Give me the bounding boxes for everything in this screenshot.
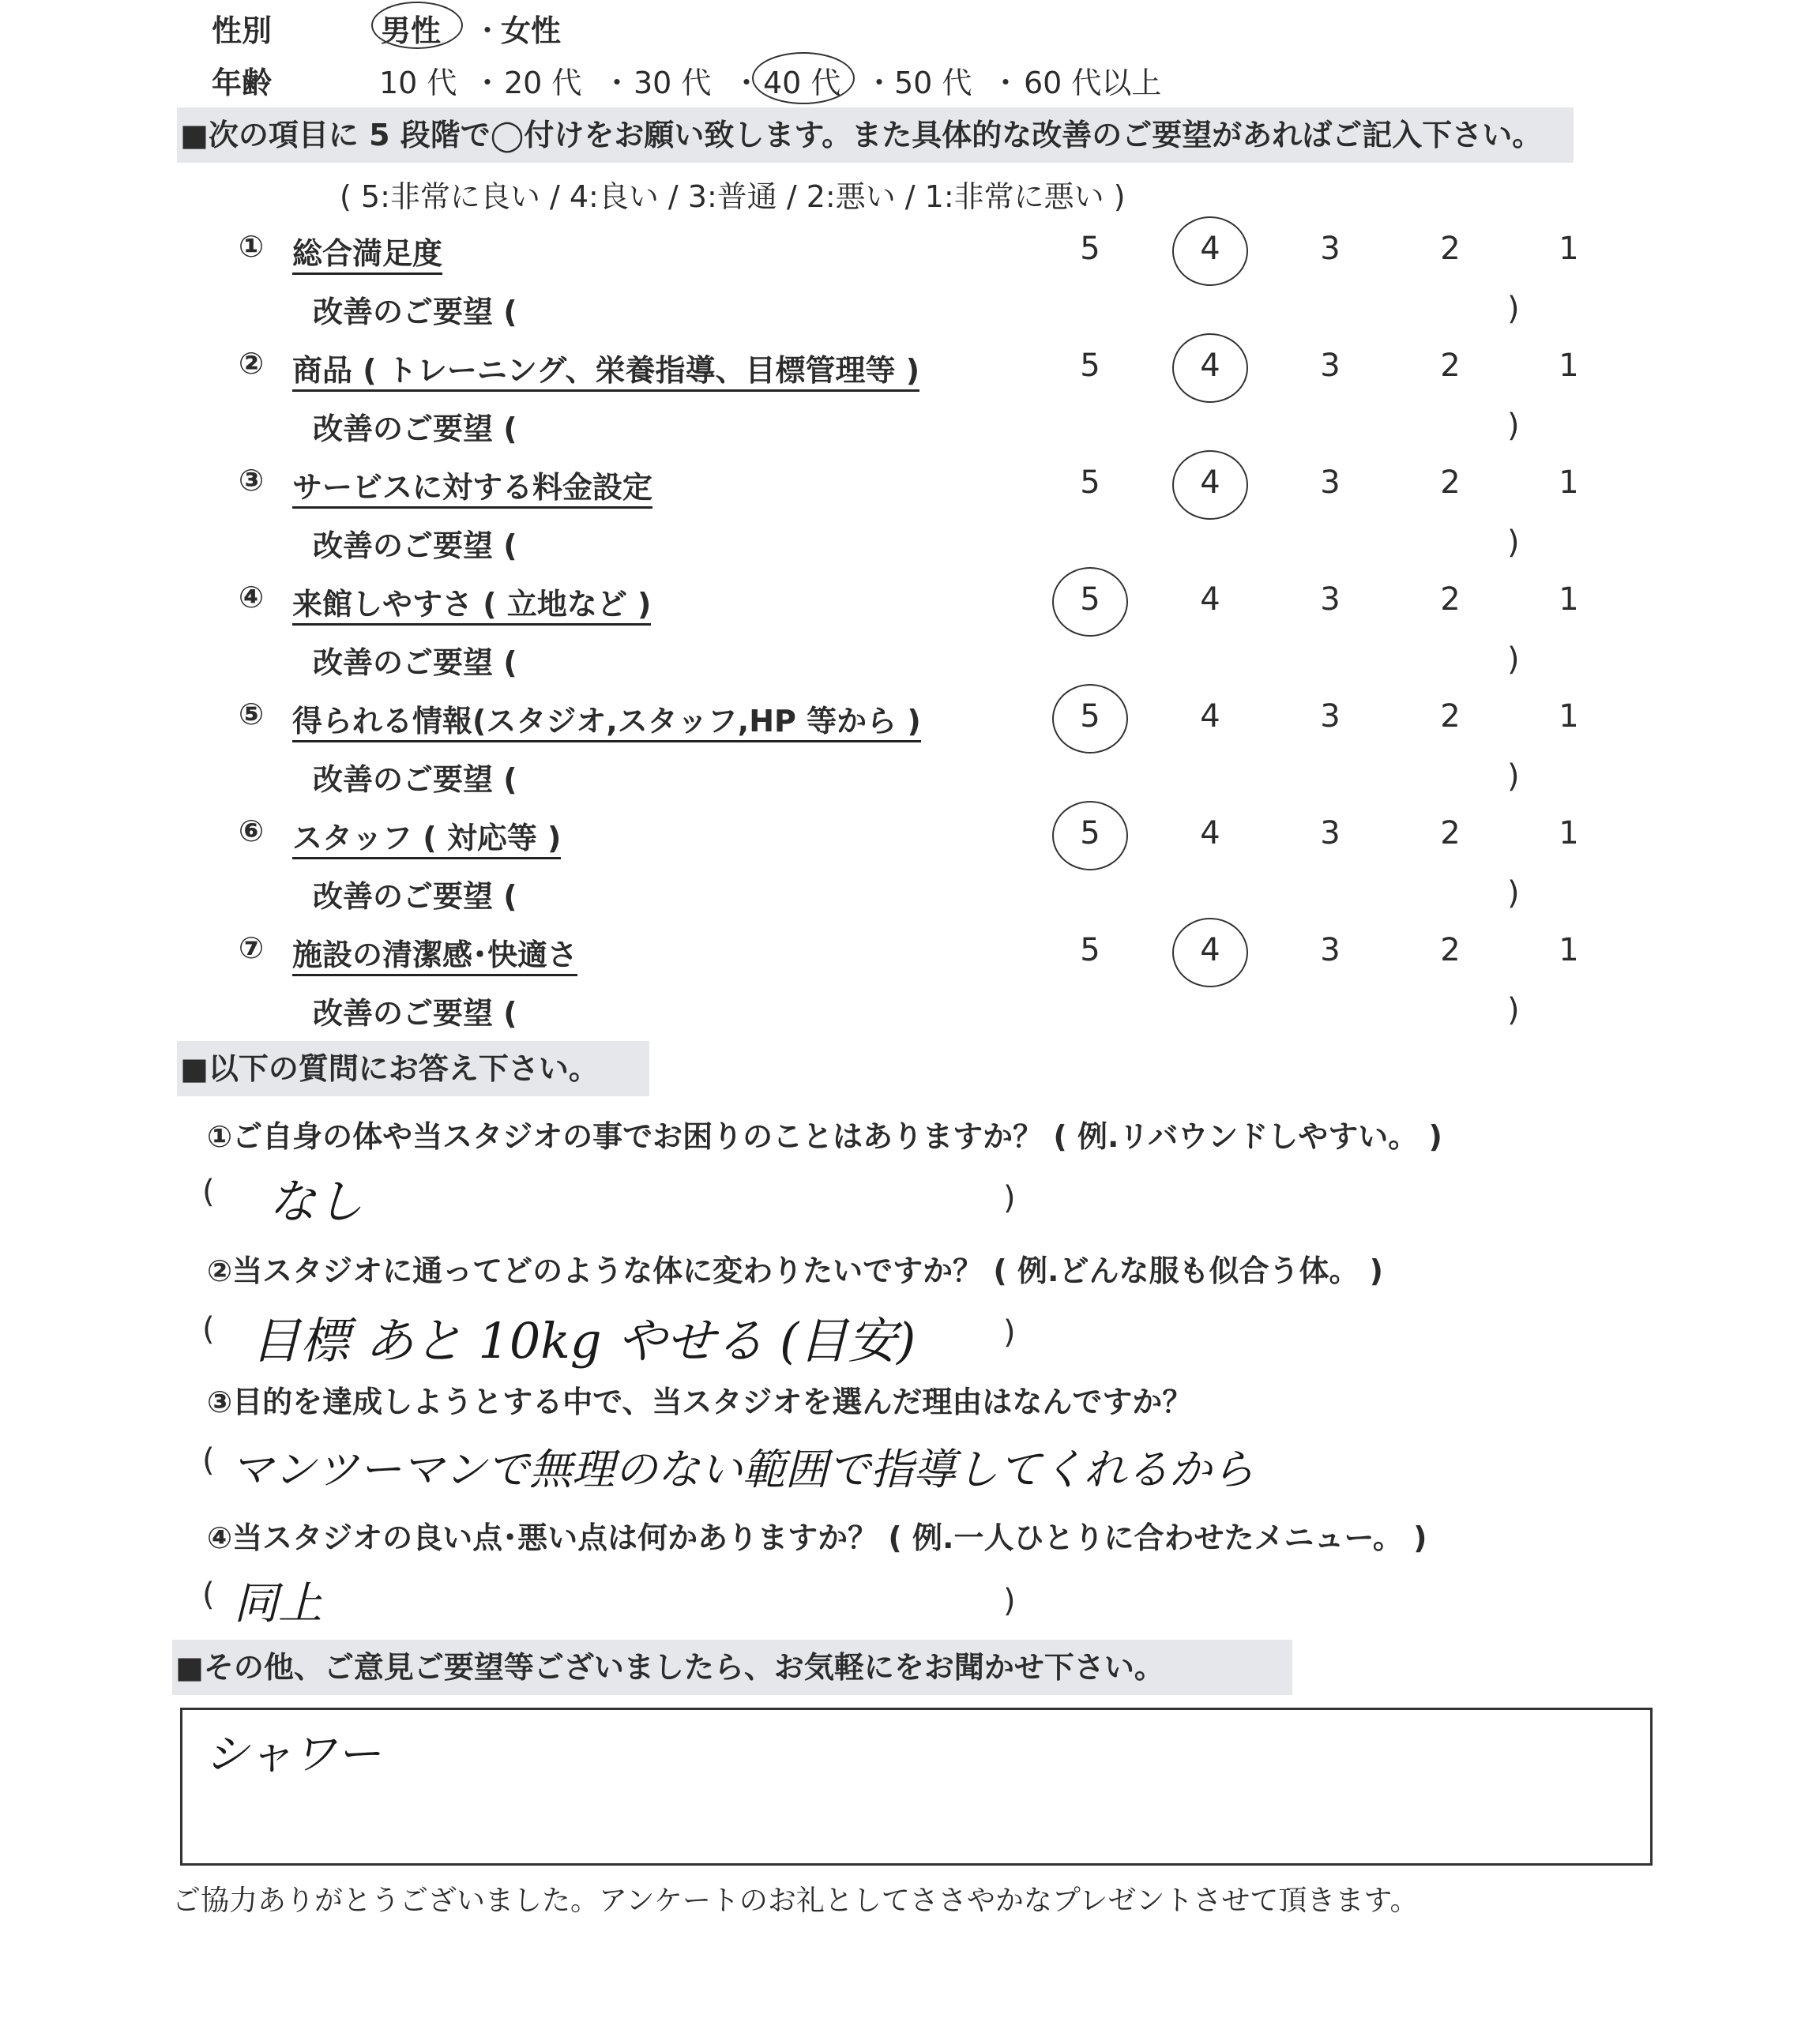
other-comments-box[interactable] [180, 1708, 1653, 1866]
rating-item-title [292, 346, 919, 389]
answer-1-open-paren: ( [202, 1174, 215, 1210]
improvement-request-close-paren: ) [1507, 291, 1520, 327]
gender-label: 性別 [212, 13, 273, 48]
rating-option-3[interactable]: 3 [1320, 581, 1341, 618]
improvement-request-close-paren: ) [1507, 992, 1520, 1028]
age-option-50s[interactable]: 50 代 [894, 66, 972, 100]
age-separator: ・ [991, 66, 1021, 100]
question-1-text: ①ご自身の体や当スタジオの事でお困りのことはありますか？ ( 例.リバウンドしやすい。 ) [207, 1119, 1442, 1154]
rating-item-title [292, 930, 577, 974]
rating-option-4[interactable]: 4 [1200, 464, 1220, 501]
gender-selection-circle [371, 2, 463, 49]
rating-item-title [292, 814, 561, 857]
rating-selection-circle [1172, 333, 1248, 403]
rating-option-4[interactable]: 4 [1200, 581, 1220, 618]
answer-2-close-paren: ) [1003, 1314, 1016, 1351]
question-4-text: ④当スタジオの良い点･悪い点は何かありますか？ ( 例.一人ひとりに合わせたメニュー。 ) [207, 1520, 1427, 1555]
rating-item-title-text: サービスに対する料金設定 [292, 470, 652, 509]
rating-option-5[interactable]: 5 [1080, 464, 1100, 501]
rating-option-5[interactable]: 5 [1080, 231, 1100, 267]
age-selection-circle [752, 52, 855, 104]
rating-option-4[interactable]: 4 [1200, 815, 1220, 851]
rating-item-number: ③ [239, 463, 265, 498]
gender-option-male[interactable]: 男性 [381, 13, 442, 48]
rating-option-1[interactable]: 1 [1559, 231, 1579, 267]
footer-thanks: ご協力ありがとうございました。アンケートのお礼としてささやかなプレゼントさせて頂きます。 [172, 1885, 1419, 1917]
age-option-30s[interactable]: 30 代 [634, 66, 712, 100]
answer-3-handwriting[interactable]: マンツーマンで無理のない範囲で指導してくれるから [231, 1445, 1254, 1494]
rating-selection-circle [1052, 567, 1128, 637]
answer-2-open-paren: ( [202, 1311, 215, 1347]
rating-option-4[interactable]: 4 [1200, 698, 1220, 735]
answer-4-close-paren: ) [1003, 1583, 1016, 1619]
rating-selection-circle [1052, 801, 1128, 870]
rating-option-3[interactable]: 3 [1320, 348, 1341, 384]
rating-item-number: ⑤ [239, 697, 265, 731]
rating-selection-circle [1052, 684, 1128, 754]
rating-option-3[interactable]: 3 [1320, 698, 1341, 735]
rating-option-3[interactable]: 3 [1320, 932, 1341, 968]
rating-item-number: ① [239, 229, 265, 264]
rating-option-2[interactable]: 2 [1440, 348, 1461, 384]
age-separator: ・ [602, 66, 633, 100]
rating-option-2[interactable]: 2 [1440, 231, 1461, 267]
rating-option-5[interactable]: 5 [1080, 815, 1100, 851]
rating-option-3[interactable]: 3 [1320, 815, 1341, 851]
improvement-request-label: 改善のご要望 ( [313, 996, 517, 1031]
answer-4-handwriting[interactable]: 同上 [234, 1578, 322, 1629]
rating-option-1[interactable]: 1 [1559, 698, 1579, 735]
rating-item-title-text: 商品 ( トレーニング、栄養指導、目標管理等 ) [292, 353, 919, 392]
rating-option-5[interactable]: 5 [1080, 932, 1100, 968]
other-comments-handwriting: シャワー [205, 1729, 381, 1780]
rating-item-number: ⑦ [239, 930, 265, 965]
rating-selection-circle [1172, 918, 1248, 987]
rating-option-2[interactable]: 2 [1440, 581, 1461, 618]
age-option-20s[interactable]: 20 代 [504, 66, 582, 100]
rating-item-title [292, 229, 442, 272]
rating-item-title-text: 来館しやすさ ( 立地など ) [292, 587, 651, 626]
rating-option-1[interactable]: 1 [1559, 581, 1579, 618]
rating-item-number: ⑥ [239, 814, 265, 848]
rating-option-1[interactable]: 1 [1559, 348, 1579, 384]
age-option-10s[interactable]: 10 代 [379, 66, 457, 100]
other-section-header: ■その他、ご意見ご要望等ございましたら、お気軽にをお聞かせ下さい。 [172, 1640, 1292, 1695]
rating-selection-circle [1172, 450, 1248, 520]
answer-1-close-paren: ) [1003, 1180, 1016, 1216]
improvement-request-label: 改善のご要望 ( [313, 762, 517, 797]
rating-option-2[interactable]: 2 [1440, 464, 1461, 501]
rating-item-title-text: 施設の清潔感･快適さ [292, 938, 577, 976]
improvement-request-label: 改善のご要望 ( [313, 295, 517, 329]
improvement-request-label: 改善のご要望 ( [313, 528, 517, 563]
rating-item-title [292, 463, 652, 506]
improvement-request-close-paren: ) [1507, 524, 1520, 561]
rating-item-number: ② [239, 346, 265, 381]
answer-3-open-paren: ( [202, 1442, 215, 1479]
rating-option-5[interactable]: 5 [1080, 348, 1100, 384]
rating-option-1[interactable]: 1 [1559, 932, 1579, 968]
rating-item-title-text: 得られる情報(スタジオ,スタッフ,HP 等から ) [292, 704, 921, 742]
rating-item-title [292, 697, 921, 740]
rating-selection-circle [1172, 216, 1248, 286]
improvement-request-close-paren: ) [1507, 408, 1520, 444]
improvement-request-close-paren: ) [1507, 641, 1520, 678]
answer-4-open-paren: ( [202, 1577, 215, 1613]
question-3-text: ③目的を達成しようとする中で、当スタジオを選んだ理由はなんですか？ [207, 1385, 1193, 1419]
gender-separator: ・ [472, 13, 503, 48]
age-option-40s[interactable]: 40 代 [763, 66, 841, 100]
rating-option-3[interactable]: 3 [1320, 464, 1341, 501]
rating-option-2[interactable]: 2 [1440, 698, 1461, 735]
rating-option-5[interactable]: 5 [1080, 698, 1100, 735]
rating-section-header: ■次の項目に 5 段階で◯付けをお願い致します。また具体的な改善のご要望があればご記入下さい。 [177, 107, 1574, 163]
question-section-header: ■以下の質問にお答え下さい。 [177, 1041, 649, 1096]
rating-option-4[interactable]: 4 [1200, 932, 1220, 968]
rating-item-title [292, 580, 651, 623]
rating-option-2[interactable]: 2 [1440, 815, 1461, 851]
rating-option-3[interactable]: 3 [1320, 231, 1341, 267]
rating-option-4[interactable]: 4 [1200, 231, 1220, 267]
scale-legend: ( 5:非常に良い / 4:良い / 3:普通 / 2:悪い / 1:非常に悪い ) [340, 179, 1126, 214]
age-separator: ・ [731, 66, 762, 100]
rating-item-title-text: 総合満足度 [292, 236, 442, 275]
rating-option-4[interactable]: 4 [1200, 348, 1220, 384]
gender-option-female[interactable]: 女性 [501, 13, 562, 48]
improvement-request-label: 改善のご要望 ( [313, 645, 517, 680]
rating-option-2[interactable]: 2 [1440, 932, 1461, 968]
rating-option-5[interactable]: 5 [1080, 581, 1100, 618]
age-separator: ・ [472, 66, 503, 100]
rating-option-1[interactable]: 1 [1559, 464, 1579, 501]
age-separator: ・ [864, 66, 895, 100]
age-option-60s-plus[interactable]: 60 代以上 [1024, 66, 1162, 100]
age-label: 年齢 [212, 66, 273, 100]
rating-item-title-text: スタッフ ( 対応等 ) [292, 821, 561, 859]
improvement-request-close-paren: ) [1507, 758, 1520, 795]
answer-1-handwriting[interactable]: なし [269, 1174, 363, 1230]
question-2-text: ②当スタジオに通ってどのような体に変わりたいですか？ ( 例.どんな服も似合う体。 ) [207, 1253, 1384, 1288]
improvement-request-label: 改善のご要望 ( [313, 879, 517, 914]
rating-option-1[interactable]: 1 [1559, 815, 1579, 851]
rating-item-number: ④ [239, 580, 265, 614]
improvement-request-label: 改善のご要望 ( [313, 412, 517, 446]
answer-2-handwriting[interactable]: 目標 あと 10kg やせる (目安) [251, 1312, 916, 1370]
improvement-request-close-paren: ) [1507, 875, 1520, 911]
